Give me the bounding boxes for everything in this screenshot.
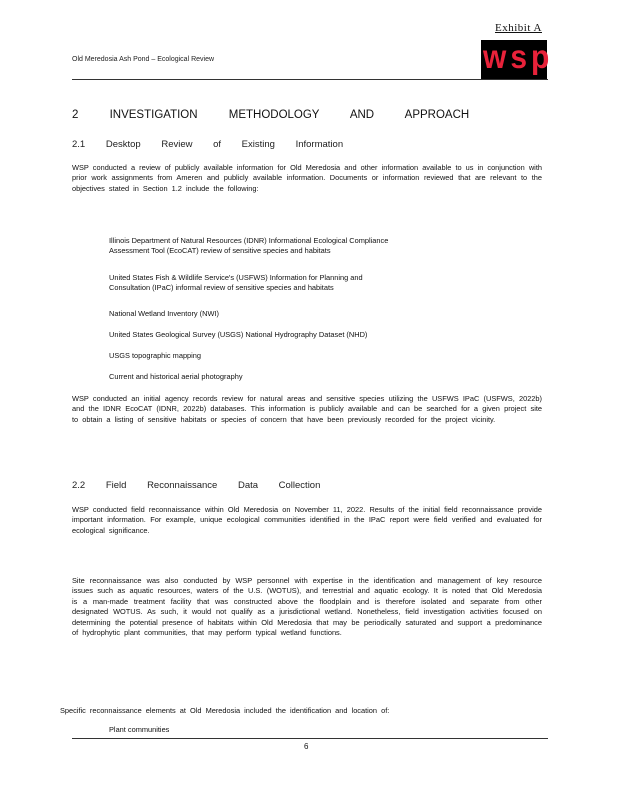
page-number: 6 xyxy=(304,742,309,751)
subsection-2-1-closing: WSP conducted an initial agency records review for natural areas and sensitive species utilizing the USFWS IPaC (USFWS, 2022b) and the IDNR EcoCAT (IDNR, 2022b) databases. This information is publicly available and can be searched for a given project site to obtain a listing of sensitive habitats or species of concern that have been previously recorded for the project vicinity. xyxy=(72,394,542,424)
list-item-text: USGS topographic mapping xyxy=(109,351,202,360)
subsection-2-1-intro: WSP conducted a review of publicly available information for Old Meredosia and other information available to us in conjunction with prior work assignments from Ameren and publicly available information. Documents or information reviewed that are relevant to the objectives stated in Section 1.2 include the following: xyxy=(72,163,542,193)
list-item-line: Consultation (IPaC) informal review of sensitive species and habitats xyxy=(109,283,334,293)
list-item-line: Illinois Department of Natural Resources (IDNR) Informational Ecological Compliance xyxy=(109,236,389,245)
section-heading: 2 INVESTIGATION METHODOLOGY AND APPROACH xyxy=(72,109,470,121)
subsection-2-2-para3: Specific reconnaissance elements at Old Meredosia included the identification and location of: xyxy=(60,706,390,715)
exhibit-label: Exhibit A xyxy=(495,22,542,34)
list-item-line: United States Fish & Wildlife Service's (USFWS) Information for Planning and xyxy=(109,273,363,282)
subsection-2-2-para1: WSP conducted field reconnaissance within Old Meredosia on November 11, 2022. Results of the initial field reconnaissance provide important information. For example, unique ecological communities identified in the IPaC report were field verified and evaluated for ecological significance. xyxy=(72,505,542,535)
list-item-text xyxy=(109,273,363,294)
list-item-text: Current and historical aerial photography xyxy=(109,372,243,381)
list-item-text: United States Geological Survey (USGS) National Hydrography Dataset (NHD) xyxy=(109,330,368,339)
wsp-logo xyxy=(481,39,554,80)
logo-text: wsp xyxy=(483,39,554,76)
subsection-2-2-heading: 2.2 Field Reconnaissance Data Collection xyxy=(72,480,321,491)
list-item-text: National Wetland Inventory (NWI) xyxy=(109,309,219,318)
subsection-2-1-heading: 2.1 Desktop Review of Existing Information xyxy=(72,139,344,150)
header-rule xyxy=(72,79,548,80)
list-item-text xyxy=(109,236,388,257)
header-project-title: Old Meredosia Ash Pond – Ecological Review xyxy=(72,56,215,63)
footer-rule xyxy=(72,738,548,739)
list-item-text: Plant communities xyxy=(109,725,170,734)
subsection-2-2-para2: Site reconnaissance was also conducted by WSP personnel with expertise in the identification and management of key resource issues such as aquatic resources, waters of the U.S. (WOTUS), and terrestrial and aquatic ecology. It is noted that Old Meredosia is a man-made treatment facility that was constructed above the floodplain and is therefore isolated and separate from other designated WOTUS. As such, it would not qualify as a jurisdictional wetland. Nonetheless, field investigation activities focused on determining the potential presence of habitats within Old Meredosia that may be periodically saturated and support a predominance of hydrophytic plant communities, that may perform typical wetland functions. xyxy=(72,576,542,638)
list-item-line: Assessment Tool (EcoCAT) review of sensitive species and habitats xyxy=(109,246,331,256)
